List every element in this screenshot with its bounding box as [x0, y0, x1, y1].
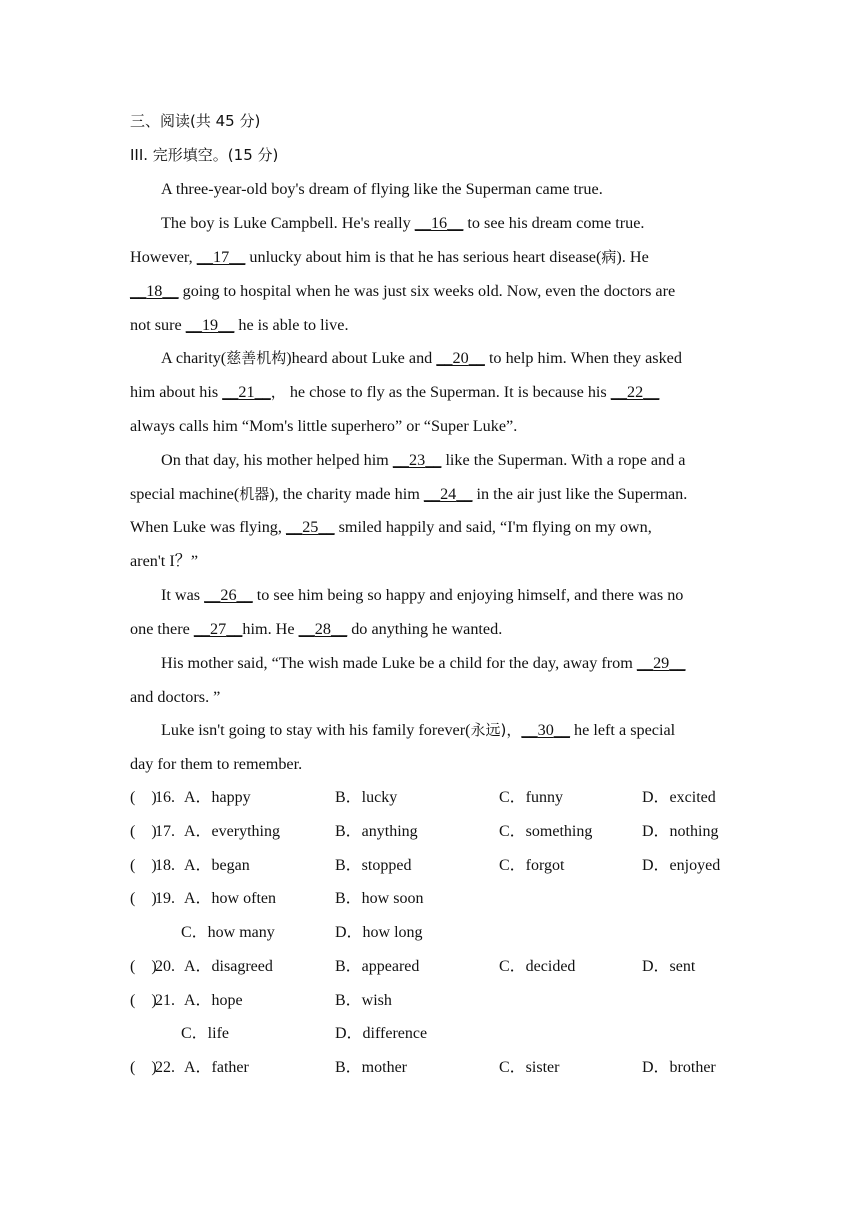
option-a[interactable]: A．hope — [184, 992, 243, 1009]
passage-line-1: A three-year-old boy's dream of flying like the Superman came true. — [161, 180, 603, 198]
option-b[interactable]: B．anything — [335, 823, 418, 840]
passage-line-3: However, __17__ unlucky about him is that he has serious heart disease(病). He — [130, 248, 649, 266]
option-d[interactable]: D．sent — [642, 958, 696, 975]
option-b[interactable]: B．how soon — [335, 890, 424, 907]
passage-line-7: him about his __21__， he chose to fly as the Superman. It is because his __22__ — [130, 383, 660, 401]
blank-27[interactable]: __27__ — [193, 620, 243, 638]
answer-bracket[interactable]: ( ) — [130, 789, 157, 806]
option-a[interactable]: A．began — [184, 857, 250, 874]
blank-16[interactable]: __16__ — [414, 214, 464, 232]
question-16 — [130, 788, 770, 808]
option-d[interactable]: D．nothing — [642, 823, 719, 840]
answer-bracket[interactable]: ( ) — [130, 1059, 157, 1076]
option-a[interactable]: A．father — [184, 1059, 249, 1076]
option-b[interactable]: B．wish — [335, 992, 392, 1009]
option-b[interactable]: B．mother — [335, 1059, 407, 1076]
question-21 — [130, 991, 770, 1011]
option-b[interactable]: B．appeared — [335, 958, 420, 975]
passage-line-11: When Luke was flying, __25__ smiled happily and said, “I'm flying on my own, — [130, 518, 652, 536]
passage-line-12: aren't I？” — [130, 552, 199, 570]
question-21-row-2 — [130, 1024, 770, 1044]
option-a[interactable]: A．everything — [184, 823, 280, 840]
blank-28[interactable]: __28__ — [298, 620, 348, 638]
passage-line-6: A charity(慈善机构)heard about Luke and __20__ to help him. When they asked — [161, 349, 682, 367]
option-d[interactable]: D．enjoyed — [642, 857, 721, 874]
blank-21[interactable]: __21__ — [222, 383, 271, 401]
passage-line-13: It was __26__ to see him being so happy and enjoying himself, and there was no — [161, 586, 684, 604]
blank-19[interactable]: __19__ — [185, 316, 235, 334]
question-19 — [130, 889, 770, 909]
question-number: 21. — [155, 992, 175, 1009]
option-c[interactable]: C．something — [499, 823, 593, 840]
passage-line-8: always calls him “Mom's little superhero” or “Super Luke”. — [130, 417, 518, 435]
option-c[interactable]: C．forgot — [499, 857, 565, 874]
passage-line-5: not sure __19__ he is able to live. — [130, 316, 349, 334]
blank-22[interactable]: __22__ — [610, 383, 660, 401]
passage-line-15: His mother said, “The wish made Luke be a child for the day, away from __29__ — [161, 654, 686, 672]
option-d[interactable]: D．how long — [335, 924, 423, 941]
question-18 — [130, 856, 770, 876]
question-22 — [130, 1058, 770, 1078]
answer-bracket[interactable]: ( ) — [130, 992, 157, 1009]
option-c[interactable]: C．funny — [499, 789, 564, 806]
passage-line-2: The boy is Luke Campbell. He's really __16__ to see his dream come true. — [161, 214, 645, 232]
question-17 — [130, 822, 770, 842]
blank-25[interactable]: __25__ — [286, 518, 335, 536]
blank-18[interactable]: __18__ — [130, 282, 179, 300]
question-number: 17. — [155, 823, 175, 840]
blank-17[interactable]: __17__ — [196, 248, 246, 266]
question-number: 16. — [155, 789, 175, 806]
question-number: 19. — [155, 890, 175, 907]
option-c[interactable]: C．decided — [499, 958, 576, 975]
option-a[interactable]: A．disagreed — [184, 958, 273, 975]
question-number: 18. — [155, 857, 175, 874]
passage-line-4: __18__ going to hospital when he was just six weeks old. Now, even the doctors are — [130, 282, 676, 300]
option-d[interactable]: D．excited — [642, 789, 716, 806]
option-b[interactable]: B．lucky — [335, 789, 398, 806]
passage-line-17: Luke isn't going to stay with his family forever(永远)，__30__ he left a special — [161, 721, 676, 739]
blank-23[interactable]: __23__ — [392, 451, 442, 469]
blank-26[interactable]: __26__ — [204, 586, 253, 604]
passage-line-16: and doctors. ” — [130, 688, 221, 706]
passage-line-10: special machine(机器), the charity made him __24__ in the air just like the Superman. — [130, 485, 688, 503]
option-b[interactable]: B．stopped — [335, 857, 412, 874]
option-a[interactable]: A．how often — [184, 890, 276, 907]
option-a[interactable]: A．happy — [184, 789, 251, 806]
option-d[interactable]: D．difference — [335, 1025, 428, 1042]
question-number: 20. — [155, 958, 175, 975]
blank-29[interactable]: __29__ — [636, 654, 686, 672]
section-title: 三、阅读(共 45 分) — [130, 112, 261, 130]
blank-30[interactable]: __30__ — [521, 721, 570, 739]
passage-line-14: one there __27__him. He __28__ do anything he wanted. — [130, 620, 503, 638]
option-c[interactable]: C．sister — [499, 1059, 560, 1076]
question-20 — [130, 957, 770, 977]
answer-bracket[interactable]: ( ) — [130, 958, 157, 975]
option-d[interactable]: D．brother — [642, 1059, 716, 1076]
passage-line-18: day for them to remember. — [130, 755, 303, 773]
question-number: 22. — [155, 1059, 175, 1076]
part-title: III. 完形填空。(15 分) — [130, 146, 279, 164]
blank-20[interactable]: __20__ — [436, 349, 485, 367]
option-c[interactable]: C．how many — [181, 924, 275, 941]
answer-bracket[interactable]: ( ) — [130, 890, 157, 907]
option-c[interactable]: C．life — [181, 1025, 229, 1042]
answer-bracket[interactable]: ( ) — [130, 857, 157, 874]
passage-line-9: On that day, his mother helped him __23__ like the Superman. With a rope and a — [161, 451, 686, 469]
question-19-row-2 — [130, 923, 770, 943]
blank-24[interactable]: __24__ — [423, 485, 473, 503]
answer-bracket[interactable]: ( ) — [130, 823, 157, 840]
